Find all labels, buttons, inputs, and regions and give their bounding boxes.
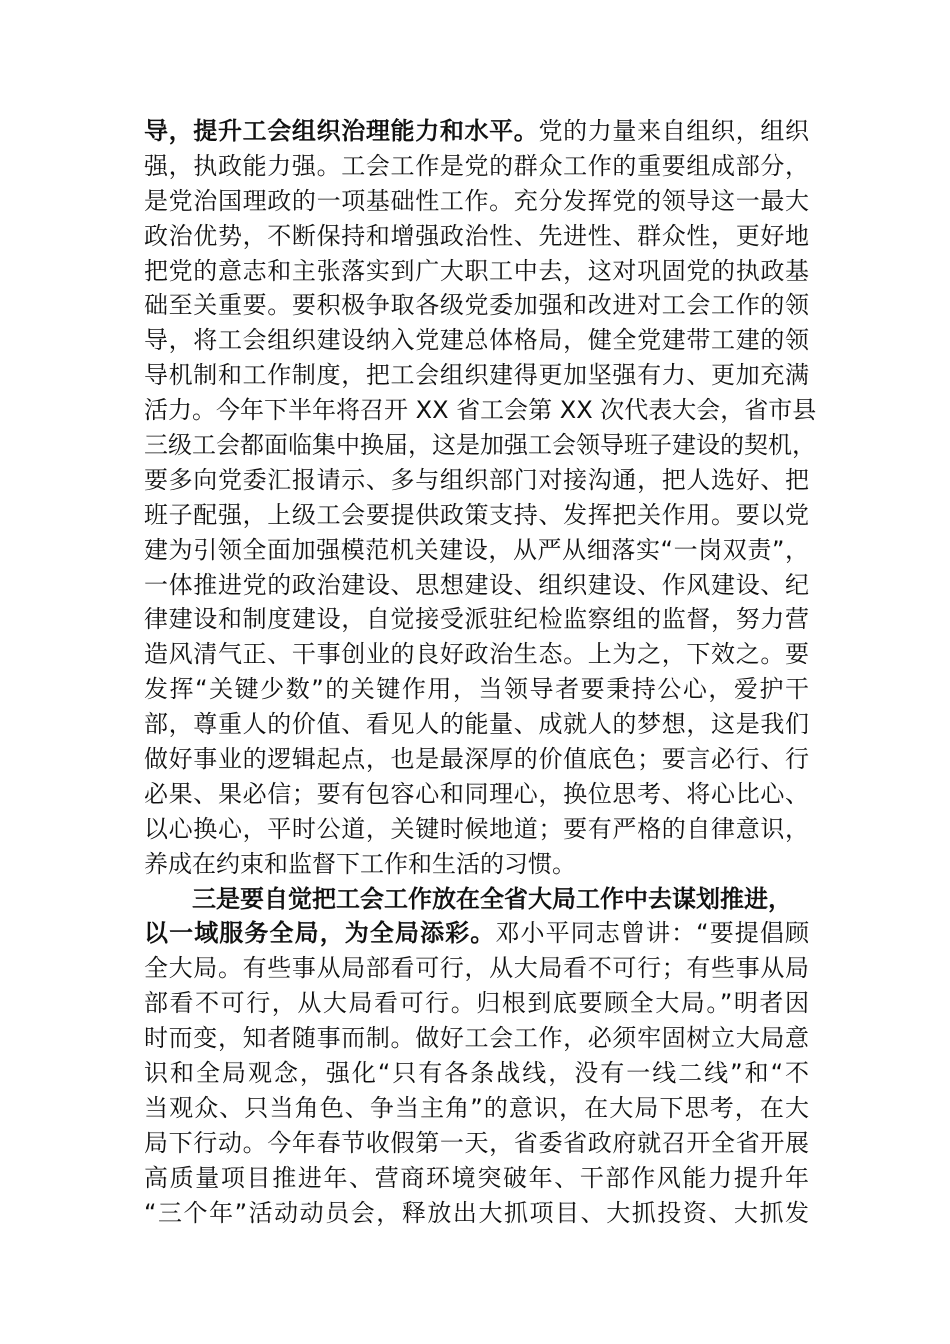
text-line	[144, 951, 809, 986]
text-line	[144, 358, 809, 393]
text-run: 养成在约束和监督下工作和生活的习惯。	[144, 849, 576, 878]
text-line	[144, 219, 809, 254]
text-run: 局下行动。今年春节收假第一天，省委省政府就召开全省开展	[144, 1128, 809, 1157]
text-run: “三个年”活动动员会，释放出大抓项目、大抓投资、大抓发	[144, 1198, 809, 1227]
text-line	[144, 707, 809, 742]
text-line	[144, 777, 809, 812]
text-line	[144, 1161, 809, 1196]
text-run: 部看不可行，从大局看可行。归根到底要顾全大局。”明者因	[144, 989, 809, 1018]
text-line	[144, 184, 809, 219]
bold-text-run: 三是要自觉把工会工作放在全省大局工作中去谋划推进，	[192, 884, 792, 913]
text-run: 是党治国理政的一项基础性工作。充分发挥党的领导这一最大	[144, 186, 809, 215]
text-line	[144, 986, 809, 1021]
text-run: 要多向党委汇报请示、多与组织部门对接沟通，把人选好、把	[144, 465, 809, 494]
text-line	[144, 254, 809, 289]
text-run: 活力。今年下半年将召开 XX 省工会第 XX 次代表大会，省市县	[144, 396, 817, 425]
text-line	[144, 847, 809, 882]
text-line	[144, 637, 809, 672]
text-line	[144, 1196, 809, 1231]
text-line	[144, 463, 809, 498]
text-line	[144, 1056, 809, 1091]
text-run: 全大局。有些事从局部看可行，从大局看不可行；有些事从局	[144, 954, 809, 983]
text-line	[144, 1126, 809, 1161]
text-line	[144, 323, 809, 358]
text-line	[144, 393, 817, 428]
text-line	[144, 288, 809, 323]
text-run: 一体推进党的政治建设、思想建设、组织建设、作风建设、纪	[144, 570, 809, 599]
text-run: 把党的意志和主张落实到广大职工中去，这对巩固党的执政基	[144, 256, 809, 285]
text-run: 强，执政能力强。工会工作是党的群众工作的重要组成部分，	[144, 151, 809, 180]
paragraph	[144, 114, 817, 882]
text-line	[144, 1091, 809, 1126]
text-run: 导机制和工作制度，把工会组织建得更加坚强有力、更加充满	[144, 361, 809, 390]
text-run: 发挥“关键少数”的关键作用，当领导者要秉持公心，爱护干	[144, 675, 809, 704]
text-run: 时而变，知者随事而制。做好工会工作，必须牢固树立大局意	[144, 1024, 809, 1053]
text-run: 当观众、只当角色、争当主角”的意识，在大局下思考，在大	[144, 1093, 809, 1122]
text-run: 造风清气正、干事创业的良好政治生态。上为之，下效之。要	[144, 640, 809, 669]
paragraph	[144, 882, 809, 1231]
text-line	[144, 498, 809, 533]
text-line	[144, 428, 816, 463]
text-run: 律建设和制度建设，自觉接受派驻纪检监察组的监督，努力营	[144, 605, 809, 634]
text-run: 邓小平同志曾讲：“要提倡顾	[495, 919, 810, 948]
text-run: 班子配强，上级工会要提供政策支持、发挥把关作用。要以党	[144, 500, 809, 529]
text-line	[144, 602, 809, 637]
text-line	[144, 812, 809, 847]
bold-text-run: 以一域服务全局，为全局添彩。	[144, 919, 496, 948]
text-run: 部，尊重人的价值、看见人的能量、成就人的梦想，这是我们	[144, 710, 809, 739]
text-run: 党的力量来自组织，组织	[538, 117, 810, 145]
text-run: 础至关重要。要积极争取各级党委加强和改进对工会工作的领	[144, 291, 809, 320]
text-run: 政治优势，不断保持和增强政治性、先进性、群众性，更好地	[144, 221, 809, 250]
text-line	[144, 742, 809, 777]
text-line	[144, 149, 809, 184]
text-run: 高质量项目推进年、营商环境突破年、干部作风能力提升年	[144, 1163, 809, 1192]
document-body	[144, 114, 817, 1231]
text-line	[144, 916, 809, 951]
text-line	[144, 568, 809, 603]
text-run: 导，将工会组织建设纳入党建总体格局，健全党建带工建的领	[144, 326, 809, 355]
text-run: 以心换心，平时公道，关键时候地道；要有严格的自律意识，	[144, 814, 809, 843]
text-line	[144, 1021, 809, 1056]
text-line	[144, 882, 809, 917]
text-run: 识和全局观念，强化“只有各条战线，没有一线二线”和“不	[144, 1059, 809, 1088]
bold-text-run: 导，提升工会组织治理能力和水平。	[144, 117, 539, 145]
text-run: 建为引领全面加强模范机关建设，从严从细落实“一岗双责”，	[144, 535, 809, 564]
text-run: 必果、果必信；要有包容心和同理心，换位思考、将心比心、	[144, 779, 809, 808]
text-line	[144, 114, 809, 149]
text-line	[144, 672, 809, 707]
text-run: 三级工会都面临集中换届，这是加强工会领导班子建设的契机，	[144, 431, 816, 460]
text-line	[144, 533, 809, 568]
text-run: 做好事业的逻辑起点，也是最深厚的价值底色；要言必行、行	[144, 745, 809, 774]
